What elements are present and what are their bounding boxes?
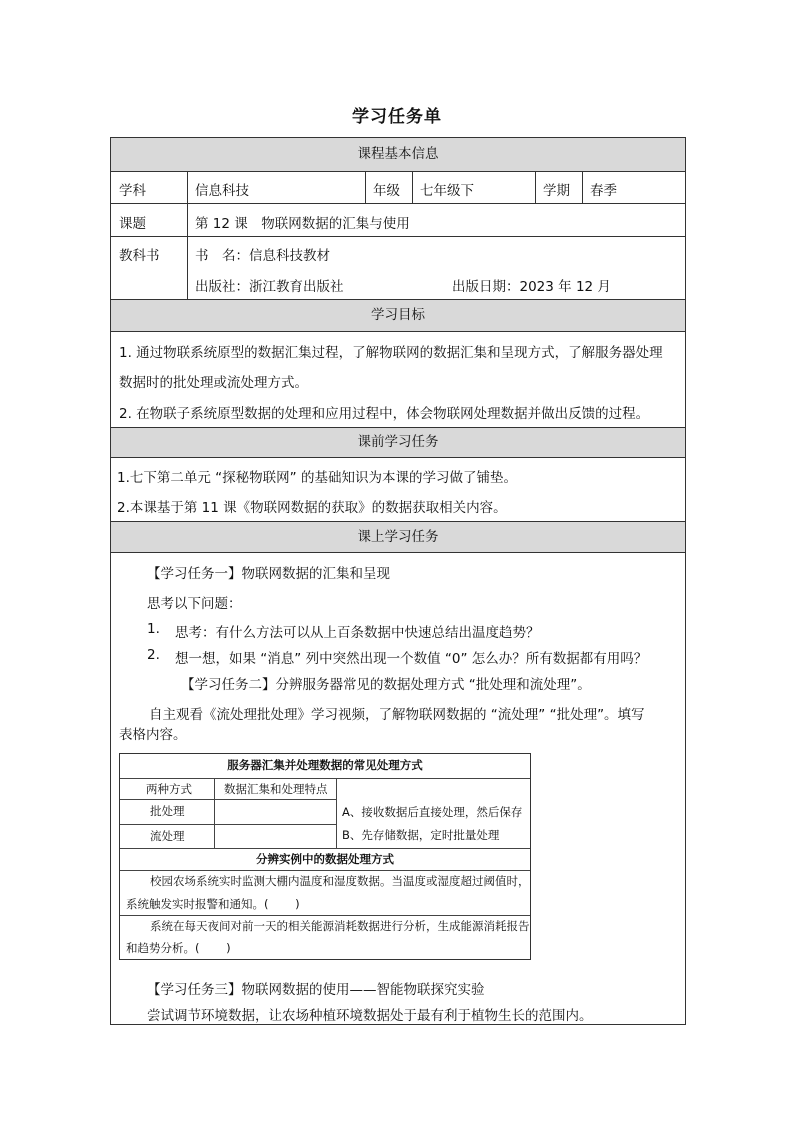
option-b: B、先存储数据，定时批量处理 <box>342 828 500 842</box>
lesson-label: 课题 <box>119 216 146 232</box>
divider <box>111 171 685 172</box>
task-3-heading: 【学习任务三】物联网数据的使用——智能物联探究实验 <box>147 982 485 998</box>
publisher: 出版社：浙江教育出版社 <box>195 279 344 295</box>
divider <box>111 457 685 458</box>
term-label: 学期 <box>543 183 570 199</box>
divider <box>336 778 337 848</box>
divider <box>120 848 530 849</box>
case-2-line-2: 和趋势分析。( ) <box>126 941 231 955</box>
document-title: 学习任务单 <box>352 107 442 127</box>
divider <box>120 915 530 916</box>
goal-1-line-2: 数据时的批处理或流处理方式。 <box>119 375 308 391</box>
task-2-description-line-2: 表格内容。 <box>119 727 187 743</box>
section-basic-info: 课程基本信息 <box>111 138 685 171</box>
divider <box>535 171 536 203</box>
case-1-line-1: 校园农场系统实时监测大棚内温度和湿度数据。当温度或湿度超过阈值时， <box>150 874 530 888</box>
task-2-heading: 【学习任务二】分辨服务器常见的数据处理方式 “批处理和流处理”。 <box>181 677 591 693</box>
goal-1-line-1: 1. 通过物联系统原型的数据汇集过程，了解物联网的数据汇集和呈现方式，了解服务器处理 <box>119 345 663 361</box>
subject-label: 学科 <box>119 183 146 199</box>
inner-table-subtitle: 分辨实例中的数据处理方式 <box>256 852 394 866</box>
divider <box>120 870 530 871</box>
publication-date: 出版日期：2023 年 12 月 <box>452 279 611 295</box>
book-name: 书 名：信息科技教材 <box>195 248 330 264</box>
task-1-question-2-number: 2. <box>147 647 160 663</box>
option-a: A、接收数据后直接处理，然后保存 <box>342 805 523 819</box>
task-sheet-table <box>110 137 686 1025</box>
case-2-line-1: 系统在每天夜间对前一天的相关能源消耗数据进行分析，生成能源消耗报告 <box>150 919 530 933</box>
divider <box>111 331 685 332</box>
divider <box>120 824 336 825</box>
term-value: 春季 <box>590 183 617 199</box>
goal-2: 2. 在物联子系统原型数据的处理和应用过程中，体会物联网处理数据并做出反馈的过程。 <box>119 406 650 422</box>
task-2-description-line-1: 自主观看《流处理批处理》学习视频，了解物联网数据的 “流处理” “批处理”。填写 <box>149 707 645 723</box>
row-label-batch: 批处理 <box>150 804 185 818</box>
column-header-method: 两种方式 <box>146 782 192 796</box>
task-1-heading: 【学习任务一】物联网数据的汇集和呈现 <box>147 566 390 582</box>
textbook-label: 教科书 <box>119 248 160 264</box>
column-header-features: 数据汇集和处理特点 <box>224 782 328 796</box>
divider <box>120 799 336 800</box>
grade-label: 年级 <box>373 183 400 199</box>
divider <box>214 778 215 848</box>
subject-value: 信息科技 <box>195 183 249 199</box>
divider <box>187 171 188 299</box>
pre-task-item-1: 1.七下第二单元 “探秘物联网” 的基础知识为本课的学习做了铺垫。 <box>117 470 517 486</box>
task-1-intro: 思考以下问题： <box>147 596 242 612</box>
inner-table-title: 服务器汇集并处理数据的常见处理方式 <box>227 758 423 772</box>
divider <box>111 203 685 204</box>
task-1-question-2: 想一想，如果 “消息” 列中突然出现一个数值 “0” 怎么办？所有数据都有用吗？ <box>175 651 648 667</box>
section-in-class-task: 课上学习任务 <box>111 522 685 552</box>
lesson-value: 第 12 课 物联网数据的汇集与使用 <box>195 216 410 232</box>
divider <box>365 171 366 203</box>
pre-task-item-2: 2.本课基于第 11 课《物联网数据的获取》的数据获取相关内容。 <box>117 500 507 516</box>
divider <box>412 171 413 203</box>
case-1-line-2: 系统触发实时报警和通知。( ) <box>126 897 300 911</box>
row-label-stream: 流处理 <box>150 829 185 843</box>
divider <box>582 171 583 203</box>
grade-value: 七年级下 <box>420 183 474 199</box>
divider <box>120 778 530 779</box>
processing-methods-table <box>119 753 531 960</box>
divider <box>111 236 685 237</box>
task-1-question-1-number: 1. <box>147 621 160 637</box>
task-1-question-1: 思考：有什么方法可以从上百条数据中快速总结出温度趋势？ <box>175 625 540 641</box>
task-3-description: 尝试调节环境数据，让农场种植环境数据处于最有利于植物生长的范围内。 <box>147 1008 593 1024</box>
divider <box>111 552 685 553</box>
section-goals: 学习目标 <box>111 300 685 331</box>
section-pre-task: 课前学习任务 <box>111 428 685 457</box>
